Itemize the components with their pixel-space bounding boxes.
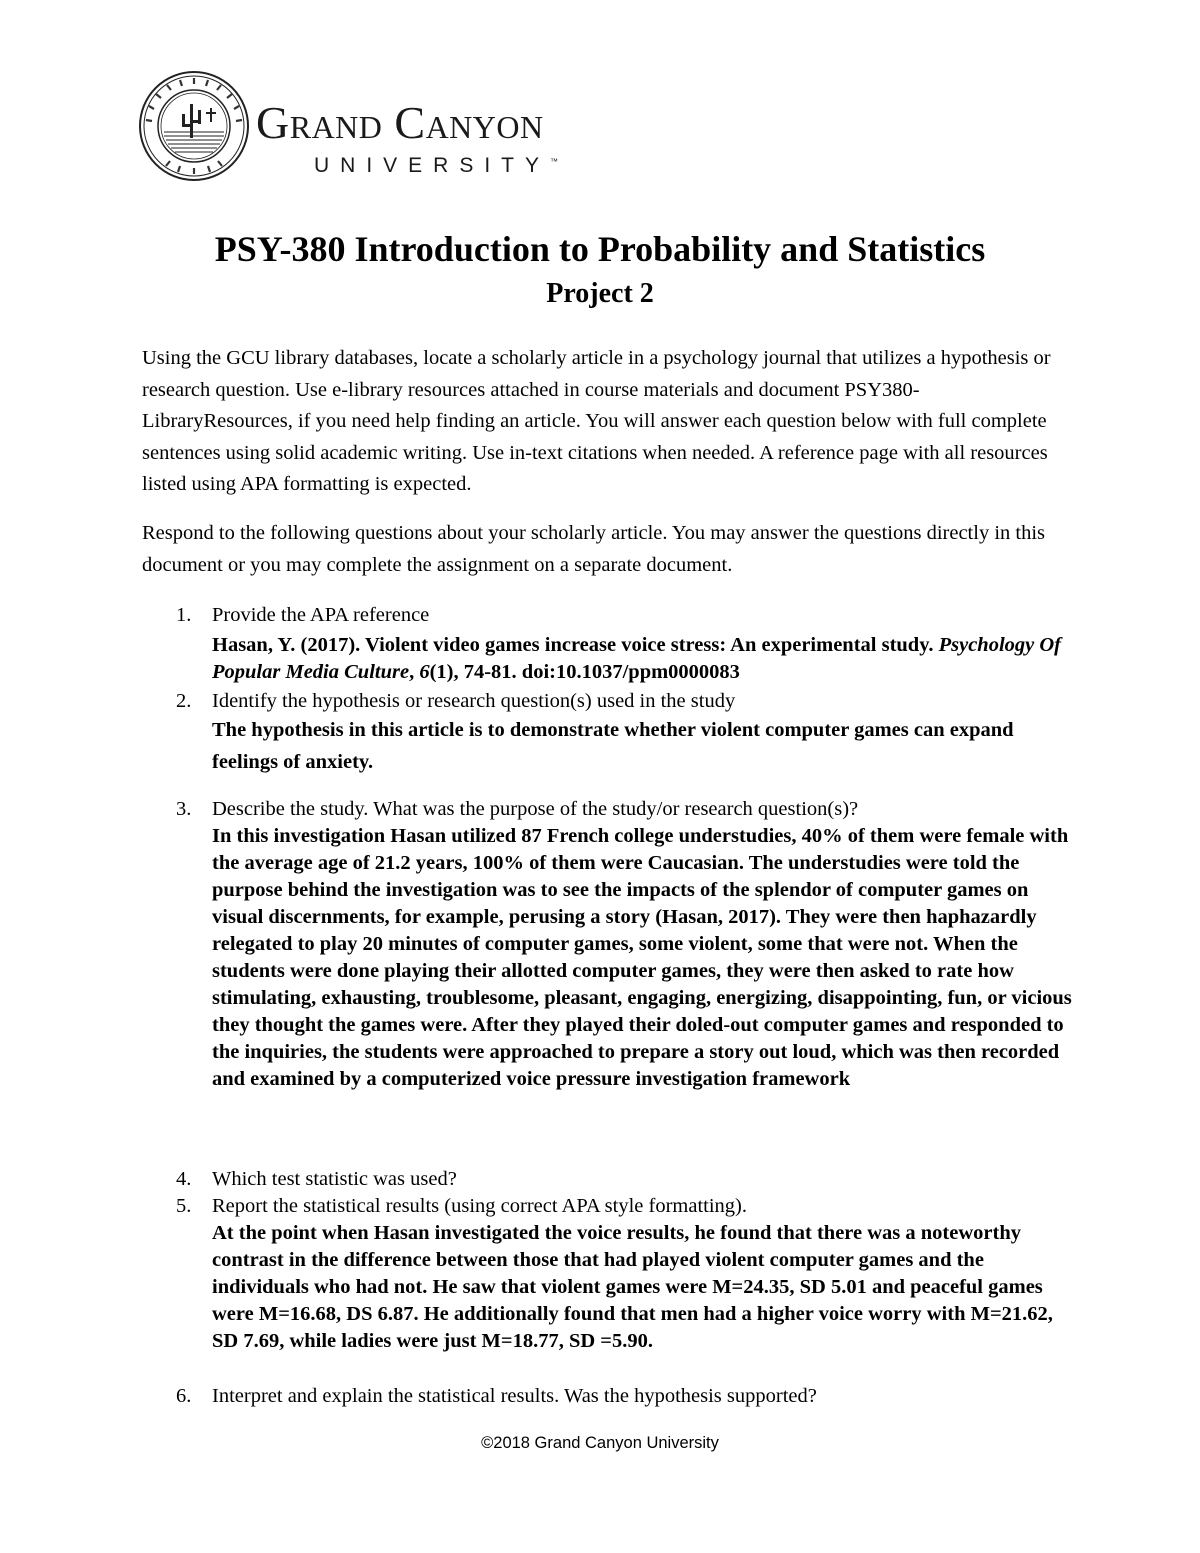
university-logo [138,70,638,182]
answer-text: At the point when Hasan investigated the voice results, he found that there was a noteworthy contrast in the difference between those that had played violent computer games and the individuals who had not. He saw that violent games were M=24.35, SD 5.01 and peaceful games were M=16.68, DS 6.87. He additionally found that men had a higher voice worry with M=21.62, SD 7.69, while ladies were just M=18.77, SD =5.90. [212,1222,1053,1352]
question-number: 3. [176,798,192,820]
question-text: Provide the APA reference [212,604,430,626]
reference-volume: 6 [419,661,430,683]
question-number: 6. [176,1385,192,1407]
university-seal-icon [138,70,250,182]
question-text: Interpret and explain the statistical results. Was the hypothesis supported? [212,1385,817,1407]
wordmark-university-text: UNIVERSITY [314,154,551,177]
question-number: 2. [176,690,192,712]
question-number: 4. [176,1168,192,1190]
wordmark-university [314,154,558,178]
document-subtitle: Project 2 [546,278,654,309]
question-text: Report the statistical results (using correct APA style formatting). [212,1195,748,1217]
question-text: Identify the hypothesis or research question(s) used in the study [212,690,736,712]
trademark-symbol: ™ [550,157,559,166]
document-title: PSY-380 Introduction to Probability and Statistics [214,229,986,269]
reference-pages-doi: (1), 74-81. doi:10.1037/ppm0000083 [429,661,740,683]
intro-paragraph: Using the GCU library databases, locate a scholarly article in a psychology journal that utilizes a hypothesis or research question. Use e-library resources attached in course materials and document PSY380-LibraryResources, if you need help finding an article. You will answer each question below with full complete sentences using solid academic writing. Use in-text citations when needed. A reference page with all resources listed using APA formatting is expected. [142,347,1051,495]
university-wordmark [256,97,559,178]
copyright-footer: ©2018 Grand Canyon University [481,1434,719,1452]
answer-apa-reference [212,632,1082,686]
instruction-paragraph: Respond to the following questions about your scholarly article. You may answer the questions directly in this document or you may complete the assignment on a separate document. [142,522,1046,576]
reference-text: Hasan, Y. (2017). Violent video games increase voice stress: An experimental study. [212,634,939,656]
reference-journal: Psychology Of Popular Media Culture [212,634,1061,683]
answer-text: The hypothesis in this article is to demonstrate whether violent computer games can expand feelings of anxiety. [212,719,1014,773]
reference-separator: , [409,661,420,683]
question-text: Describe the study. What was the purpose of the study/or research question(s)? [212,798,859,820]
answer-text: In this investigation Hasan utilized 87 French college understudies, 40% of them were female with the average age of 21.2 years, 100% of them were Caucasian. The understudies were told the purpose behind the investigation was to see the impacts of the splendor of computer games on visual discernments, for example, perusing a story (Hasan, 2017). They were then haphazardly relegated to play 20 minutes of computer games, some violent, some that were not. When the students were done playing their allotted computer games, they were then asked to rate how stimulating, exhausting, troublesome, pleasant, engaging, energizing, disappointing, fun, or vicious they thought the games were. After they played their doled-out computer games and responded to the inquiries, the students were approached to prepare a story out loud, which was then recorded and examined by a computerized voice pressure investigation framework [212,825,1072,1090]
question-number: 5. [176,1195,192,1217]
question-number: 1. [176,604,192,626]
wordmark-grand-canyon: Grand Canyon [256,97,544,148]
question-text: Which test statistic was used? [212,1168,457,1190]
